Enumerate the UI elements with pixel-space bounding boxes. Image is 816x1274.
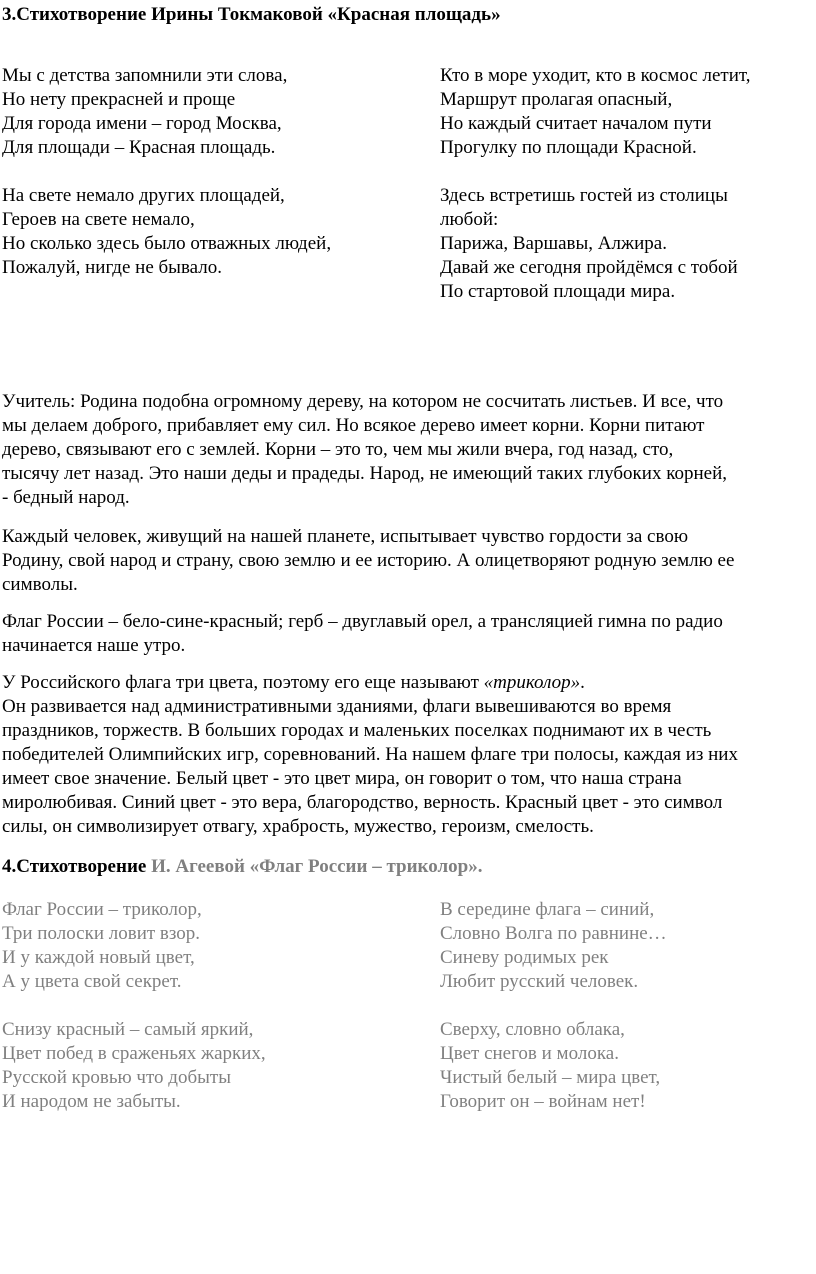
paragraph-line: силы, он символизирует отвагу, храбрость, мужество, героизм, смелость. — [2, 816, 594, 837]
paragraph-line: победителей Олимпийских игр, соревнований. На нашем флаге три полосы, каждая из них — [2, 744, 738, 765]
poem-line: На свете немало других площадей, — [2, 185, 285, 206]
section-4-heading: 4.Стихотворение И. Агеевой «Флаг России – триколор». — [2, 856, 483, 877]
poem-line: В середине флага – синий, — [440, 899, 655, 920]
paragraph-line: Каждый человек, живущий на нашей планете, испытывает чувство гордости за свою — [2, 526, 689, 547]
poem-line: А у цвета свой секрет. — [2, 971, 182, 992]
poem-line: Говорит он – войнам нет! — [440, 1091, 646, 1112]
paragraph-line: - бедный народ. — [2, 487, 130, 508]
poem-line: Но нету прекрасней и проще — [2, 89, 236, 110]
poem-line: Любит русский человек. — [440, 971, 639, 992]
poem-line: Сверху, словно облака, — [440, 1019, 625, 1040]
paragraph-line: тысячу лет назад. Это наши деды и прадеды. Народ, не имеющий таких глубоких корней, — [2, 463, 727, 484]
paragraph-4 — [2, 671, 814, 839]
paragraph-2 — [2, 525, 814, 597]
poem-line: Русской кровью что добыты — [2, 1067, 231, 1088]
poem-line: Давай же сегодня пройдёмся с тобой — [440, 257, 738, 278]
poem-line: Прогулку по площади Красной. — [440, 137, 697, 158]
poem-line: Для площади – Красная площадь. — [2, 137, 276, 158]
poem-line: Но сколько здесь было отважных людей, — [2, 233, 332, 254]
poem-3-right-column — [440, 64, 751, 304]
paragraph-line: Флаг России – бело-сине-красный; герб – двуглавый орел, а трансляцией гимна по радио — [2, 611, 723, 632]
poem-line: Флаг России – триколор, — [2, 899, 202, 920]
poem-line: Героев на свете немало, — [2, 209, 195, 230]
poem-line: Мы с детства запомнили эти слова, — [2, 65, 288, 86]
poem-line: Маршрут пролагая опасный, — [440, 89, 673, 110]
poem-line: По стартовой площади мира. — [440, 281, 676, 302]
teacher-paragraph-1 — [2, 390, 814, 510]
tricolor-term: «триколор» — [483, 672, 581, 693]
section-3-heading: 3.Стихотворение Ирины Токмаковой «Красная площадь» — [2, 4, 501, 25]
poem-line: Пожалуй, нигде не бывало. — [2, 257, 222, 278]
paragraph-line: Родину, свой народ и страну, свою землю и ее историю. А олицетворяют родную землю ее — [2, 550, 735, 571]
poem-line: Синеву родимых рек — [440, 947, 609, 968]
poem-line: Для города имени – город Москва, — [2, 113, 282, 134]
paragraph-line: имеет свое значение. Белый цвет - это цвет мира, он говорит о том, что наша страна — [2, 768, 682, 789]
paragraph-line: начинается наше утро. — [2, 635, 186, 656]
poem-line: Словно Волга по равнине… — [440, 923, 667, 944]
poem-line: И у каждой новый цвет, — [2, 947, 195, 968]
paragraph-line: дерево, связывают его с землей. Корни – это то, чем мы жили вчера, год назад, сто, — [2, 439, 674, 460]
poem-line: Здесь встретишь гостей из столицы — [440, 185, 728, 206]
paragraph-line: Учитель: Родина подобна огромному дереву, на котором не сосчитать листьев. И все, что — [2, 391, 724, 412]
poem-line: Чистый белый – мира цвет, — [440, 1067, 661, 1088]
poem-line: Кто в море уходит, кто в космос летит, — [440, 65, 751, 86]
poem-3-left-column — [2, 64, 331, 280]
poem-line: любой: — [440, 209, 499, 230]
poem-line: И народом не забыты. — [2, 1091, 181, 1112]
paragraph-line: мы делаем доброго, прибавляет ему сил. Но всякое дерево имеет корни. Корни питают — [2, 415, 705, 436]
paragraph-line: праздников, торжеств. В больших городах и маленьких поселках поднимают их в честь — [2, 720, 712, 741]
poem-line: Три полоски ловит взор. — [2, 923, 201, 944]
poem-line: Но каждый считает началом пути — [440, 113, 712, 134]
poem-4-left-column — [2, 898, 266, 1114]
paragraph-line: миролюбивая. Синий цвет - это вера, благородство, верность. Красный цвет - это символ — [2, 792, 723, 813]
poem-4-right-column — [440, 898, 667, 1114]
paragraph-3 — [2, 610, 814, 658]
poem-line: Парижа, Варшавы, Алжира. — [440, 233, 667, 254]
poem-line: Цвет снегов и молока. — [440, 1043, 619, 1064]
paragraph-line: Он развивается над административными зданиями, флаги вывешиваются во время — [2, 696, 672, 717]
paragraph-line: У Российского флага три цвета, поэтому его еще называют «триколор». — [2, 672, 585, 693]
poem-line: Снизу красный – самый яркий, — [2, 1019, 254, 1040]
poem-line: Цвет побед в сраженьях жарких, — [2, 1043, 266, 1064]
paragraph-line: символы. — [2, 574, 78, 595]
